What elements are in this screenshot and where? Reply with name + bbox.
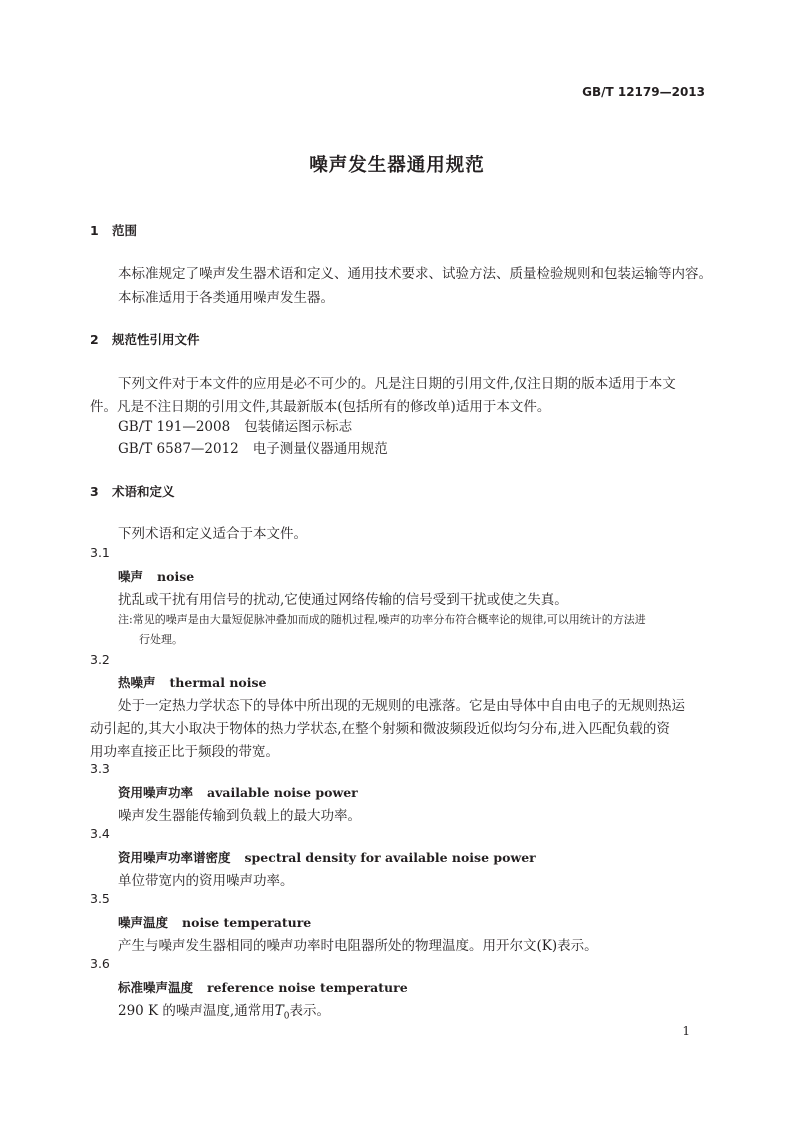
reference-code: GB/T 6587—2012 — [118, 441, 239, 457]
term-en: spectral density for available noise power — [244, 850, 536, 865]
term-entry — [118, 978, 408, 996]
term-definition: 噪声发生器能传输到负载上的最大功率。 — [118, 808, 361, 824]
term-definition-line: 动引起的,其大小取决于物体的热力学状态,在整个射频和微波频段近似均匀分布,进入匹配负载的资 — [90, 721, 670, 737]
section-1-heading — [90, 221, 137, 239]
term-zh: 资用噪声功率谱密度 — [118, 850, 231, 865]
paragraph: 下列术语和定义适合于本文件。 — [118, 526, 307, 542]
term-definition: 扰乱或干扰有用信号的扰动,它使通过网络传输的信号受到干扰或使之失真。 — [118, 592, 568, 608]
definition-text: 290 K 的噪声温度,通常用 — [118, 1003, 275, 1019]
term-entry — [118, 783, 358, 801]
term-number: 3.4 — [90, 826, 110, 841]
symbol-subscript: 0 — [283, 1011, 290, 1022]
section-3-heading — [90, 482, 175, 500]
term-entry — [118, 567, 194, 585]
term-definition: 单位带宽内的资用噪声功率。 — [118, 873, 294, 889]
section-2-heading — [90, 330, 200, 348]
paragraph-line: 件。凡是不注日期的引用文件,其最新版本(包括所有的修改单)适用于本文件。 — [90, 399, 551, 415]
page-number: 1 — [682, 1024, 690, 1038]
term-entry — [118, 673, 267, 691]
term-number: 3.3 — [90, 761, 110, 776]
paragraph: 本标准规定了噪声发生器术语和定义、通用技术要求、试验方法、质量检验规则和包装运输等内容。 — [118, 266, 712, 282]
section-number: 2 — [90, 332, 99, 347]
term-zh: 噪声温度 — [118, 915, 169, 930]
term-definition-line: 用功率直接正比于频段的带宽。 — [90, 744, 279, 760]
term-zh: 标准噪声温度 — [118, 980, 194, 995]
term-definition: 产生与噪声发生器相同的噪声功率时电阻器所处的物理温度。用开尔文(K)表示。 — [118, 938, 598, 954]
reference-name: 电子测量仪器通用规范 — [252, 441, 388, 457]
normative-reference — [118, 415, 352, 435]
section-number: 1 — [90, 223, 99, 238]
section-title: 术语和定义 — [112, 484, 175, 499]
section-number: 3 — [90, 484, 99, 499]
term-zh: 噪声 — [118, 569, 144, 584]
term-number: 3.6 — [90, 956, 110, 971]
term-entry — [118, 848, 536, 866]
term-en: available noise power — [207, 785, 358, 800]
paragraph-line: 下列文件对于本文件的应用是必不可少的。凡是注日期的引用文件,仅注日期的版本适用于本文 — [118, 376, 676, 392]
reference-code: GB/T 191—2008 — [118, 419, 231, 435]
standard-code: GB/T 12179—2013 — [582, 85, 705, 99]
term-zh: 热噪声 — [118, 675, 156, 690]
term-en: reference noise temperature — [207, 980, 408, 995]
section-title: 规范性引用文件 — [112, 332, 200, 347]
term-zh: 资用噪声功率 — [118, 785, 194, 800]
term-entry — [118, 913, 311, 931]
term-definition-line: 处于一定热力学状态下的导体中所出现的无规则的电涨落。它是由导体中自由电子的无规则热运 — [118, 698, 685, 714]
normative-reference — [118, 437, 388, 457]
reference-name: 包装储运图示标志 — [244, 419, 353, 435]
definition-text: 表示。 — [289, 1003, 330, 1019]
term-note: 注:常见的噪声是由大量短促脉冲叠加而成的随机过程,噪声的功率分布符合概率论的规律,可以用统计的方法进 — [118, 613, 646, 626]
term-definition — [118, 999, 330, 1022]
document-title: 噪声发生器通用规范 — [309, 155, 485, 176]
section-title: 范围 — [112, 223, 138, 238]
paragraph: 本标准适用于各类通用噪声发生器。 — [118, 290, 334, 306]
term-note: 行处理。 — [139, 633, 183, 646]
term-number: 3.1 — [90, 545, 110, 560]
term-en: noise — [157, 569, 195, 584]
term-number: 3.2 — [90, 652, 110, 667]
term-number: 3.5 — [90, 891, 110, 906]
term-en: noise temperature — [182, 915, 312, 930]
symbol-T: T — [274, 1003, 284, 1019]
term-en: thermal noise — [169, 675, 267, 690]
